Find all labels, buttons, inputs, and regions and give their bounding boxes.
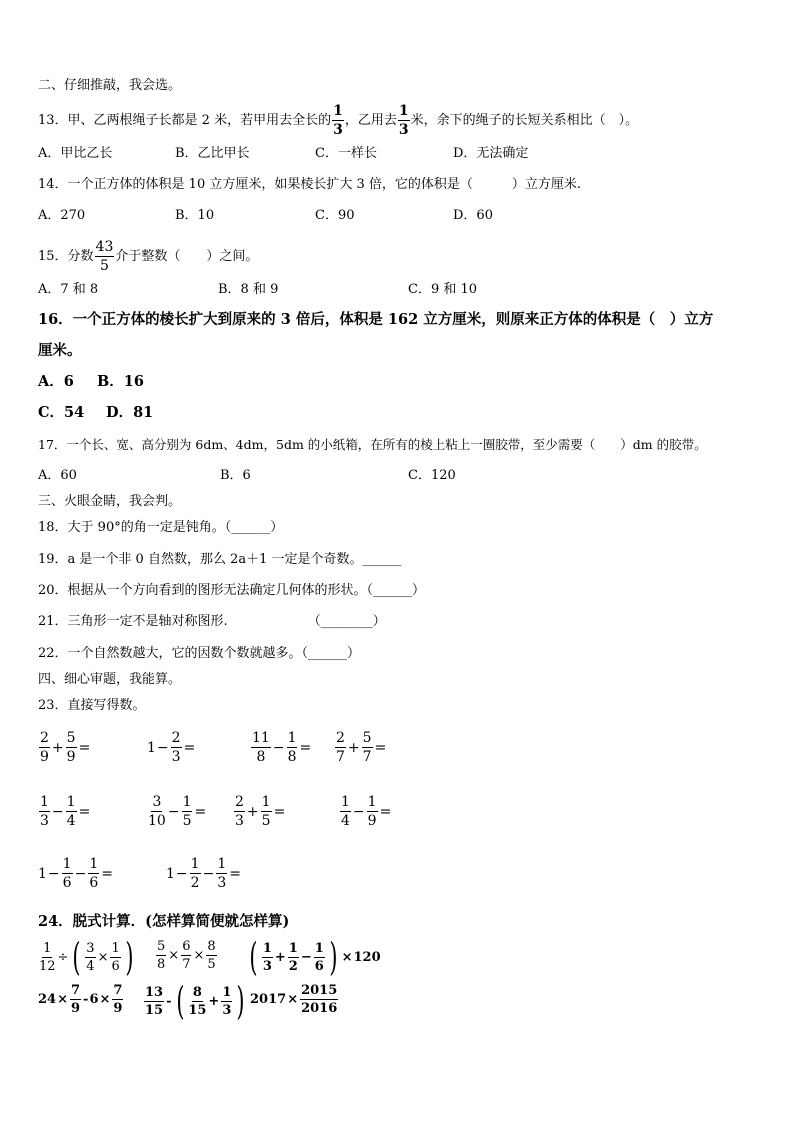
calc-expression: 2 7 + $\frac{5}{7}$ = bbox=[336, 730, 387, 765]
calc-expression: $\frac{1}{12}$ ÷ ( $\frac{3}{4}$ × $\frac{1}{6}$ ) bbox=[39, 935, 134, 979]
q13-text-a: 13．甲、乙两根绳子长都是 2 米，若甲用去全长的 bbox=[38, 113, 332, 128]
q16-option-d[interactable]: D．81 bbox=[106, 404, 154, 421]
calc-expression: 24 × $\frac{7}{9}$ - 6 × $\frac{7}{9}$ bbox=[38, 983, 123, 1016]
fraction: $\frac{5}{8}$ bbox=[157, 939, 166, 972]
fraction: $\frac{1}{2}$ bbox=[190, 856, 200, 891]
fraction: $\frac{1}{4}$ bbox=[66, 794, 76, 829]
calc-expression: 2 9 + $\frac{5}{9}$ = bbox=[40, 730, 91, 765]
fraction: $\frac{1}{3}$ bbox=[398, 103, 409, 138]
calc-expression: 3 10 − $\frac{1}{5}$ = bbox=[148, 794, 207, 829]
fraction: 3 10 bbox=[148, 794, 166, 829]
calc-expression: 1 4 − $\frac{1}{9}$ = bbox=[341, 794, 392, 829]
calc-expression: 1 − $\frac{1}{2}$ − $\frac{1}{3}$ = bbox=[166, 856, 241, 891]
calc-expression: ( 1 3 + $\frac{1}{2}$ − $\frac{1}{6}$ ) × 120 bbox=[249, 935, 381, 979]
fraction: $\frac{7}{9}$ bbox=[113, 983, 123, 1016]
fraction: 1 3 bbox=[262, 940, 272, 974]
calc-expression: 1 − $\frac{1}{6}$ − $\frac{1}{6}$ = bbox=[38, 856, 113, 891]
section-4-heading: 四、细心审题，我能算。 bbox=[38, 672, 182, 687]
fraction: $\frac{1}{2}$ bbox=[288, 940, 298, 974]
calc-expression: 11 8 − $\frac{1}{8}$ = bbox=[252, 730, 312, 765]
fraction: $\frac{1}{6}$ bbox=[89, 856, 99, 891]
calc-expression: 13 15 - ( 8 15 + $\frac{1}{3}$ ) bbox=[145, 979, 245, 1023]
fraction: $\frac{1}{6}$ bbox=[314, 940, 324, 974]
section-3-heading: 三、火眼金睛，我会判。 bbox=[38, 494, 182, 509]
question-17: 17．一个长、宽、高分别为 6dm、4dm，5dm 的小纸箱，在所有的棱上粘上一圈胶带，至少需要（ ）dm 的胶带。 bbox=[38, 437, 707, 452]
q14-option-c[interactable]: C．90 bbox=[315, 208, 355, 223]
q13-option-b[interactable]: B．乙比甲长 bbox=[175, 146, 250, 161]
q14-option-b[interactable]: B．10 bbox=[175, 208, 215, 223]
fraction: $\frac{1}{6}$ bbox=[111, 940, 120, 974]
fraction: 2 9 bbox=[40, 730, 49, 765]
question-18: 18．大于 90°的角一定是钝角。（______） bbox=[38, 520, 284, 535]
q13-option-d[interactable]: D．无法确定 bbox=[453, 146, 529, 161]
q16-option-b[interactable]: B．16 bbox=[97, 373, 144, 390]
q13-text-b: ，乙用去 bbox=[344, 113, 397, 128]
fraction: $\frac{8}{5}$ bbox=[207, 939, 216, 972]
question-23: 23．直接写得数。 bbox=[38, 698, 146, 713]
q15-text-b: 介于整数（ ）之间。 bbox=[115, 249, 259, 264]
fraction: $\frac{1}{9}$ bbox=[367, 794, 377, 829]
fraction: $\frac{5}{9}$ bbox=[66, 730, 76, 765]
q14-option-a[interactable]: A．270 bbox=[38, 208, 86, 223]
q17-option-a[interactable]: A．60 bbox=[38, 468, 77, 483]
q21-blank[interactable]: （________） bbox=[307, 614, 386, 629]
q15-option-c[interactable]: C．9 和 10 bbox=[408, 282, 478, 297]
question-20: 20．根据从一个方向看到的图形无法确定几何体的形状。（______） bbox=[38, 583, 426, 598]
fraction: $\frac{5}{7}$ bbox=[362, 730, 372, 765]
q21-text: 21．三角形一定不是轴对称图形. bbox=[38, 614, 228, 629]
fraction: 2 7 bbox=[336, 730, 345, 765]
fraction: $\frac{1}{3}$ bbox=[333, 103, 343, 138]
fraction: $\frac{3}{4}$ bbox=[86, 940, 95, 974]
fraction: $\frac{1}{5}$ bbox=[182, 794, 192, 829]
q13-option-c[interactable]: C．一样长 bbox=[315, 146, 377, 161]
fraction: $\frac{6}{7}$ bbox=[182, 939, 191, 972]
q13-text-c: 米，余下的绳子的长短关系相比（ ）。 bbox=[410, 113, 639, 128]
q15-option-a[interactable]: A．7 和 8 bbox=[38, 282, 99, 297]
question-16-line2: 厘米。 bbox=[38, 342, 82, 359]
fraction: $\frac{2015}{2016}$ bbox=[301, 983, 338, 1016]
q15-text-a: 15．分数 bbox=[38, 249, 94, 264]
q17-option-b[interactable]: B．6 bbox=[220, 468, 251, 483]
fraction: $\frac{7}{9}$ bbox=[71, 983, 81, 1016]
q17-option-c[interactable]: C．120 bbox=[408, 468, 456, 483]
fraction: 11 8 bbox=[252, 730, 270, 765]
q15-option-b[interactable]: B．8 和 9 bbox=[218, 282, 279, 297]
fraction: $\frac{1}{3}$ bbox=[217, 856, 227, 891]
q14-option-d[interactable]: D．60 bbox=[453, 208, 493, 223]
calc-expression: 2017 × $\frac{2015}{2016}$ bbox=[250, 983, 338, 1016]
q16-option-c[interactable]: C．54 bbox=[38, 404, 85, 421]
fraction: 2 3 bbox=[235, 794, 244, 829]
question-13 bbox=[38, 104, 638, 137]
fraction: 1 4 bbox=[341, 794, 350, 829]
calc-expression: $\frac{5}{8}$ × $\frac{6}{7}$ × $\frac{8}{5}$ bbox=[157, 939, 216, 972]
question-16-line1: 16．一个正方体的棱长扩大到原来的 3 倍后，体积是 162 立方厘米，则原来正方体的体积是（ ）立方 bbox=[38, 311, 714, 328]
fraction: $\frac{1}{12}$ bbox=[39, 940, 56, 974]
question-21 bbox=[38, 613, 386, 631]
fraction: 1 3 bbox=[40, 794, 49, 829]
question-15 bbox=[38, 240, 258, 273]
fraction: $\frac{1}{5}$ bbox=[261, 794, 271, 829]
q13-option-a[interactable]: A．甲比乙长 bbox=[38, 146, 113, 161]
fraction: 8 15 bbox=[188, 984, 207, 1018]
fraction: $\frac{43}{5}$ bbox=[95, 239, 114, 274]
fraction: $\frac{1}{3}$ bbox=[222, 984, 232, 1018]
fraction: $\frac{2}{3}$ bbox=[171, 730, 181, 765]
fraction: $\frac{1}{6}$ bbox=[62, 856, 72, 891]
calc-expression: 2 3 + $\frac{1}{5}$ = bbox=[235, 794, 286, 829]
calc-expression: 1 3 − $\frac{1}{4}$ = bbox=[40, 794, 91, 829]
question-22: 22．一个自然数越大，它的因数个数就越多。（______） bbox=[38, 646, 361, 661]
section-2-heading: 二、仔细推敲，我会选。 bbox=[38, 78, 182, 93]
question-19: 19．a 是一个非 0 自然数，那么 2a＋1 一定是个奇数。______ bbox=[38, 552, 402, 567]
fraction: 13 15 bbox=[145, 984, 164, 1018]
q16-option-a[interactable]: A．6 bbox=[38, 373, 74, 390]
fraction: $\frac{1}{8}$ bbox=[287, 730, 297, 765]
calc-expression: 1 − $\frac{2}{3}$ = bbox=[147, 730, 196, 765]
question-14: 14．一个正方体的体积是 10 立方厘米，如果棱长扩大 3 倍，它的体积是（ ）立方厘米. bbox=[38, 177, 582, 192]
question-24: 24．脱式计算．(怎样算简便就怎样算) bbox=[38, 913, 290, 930]
